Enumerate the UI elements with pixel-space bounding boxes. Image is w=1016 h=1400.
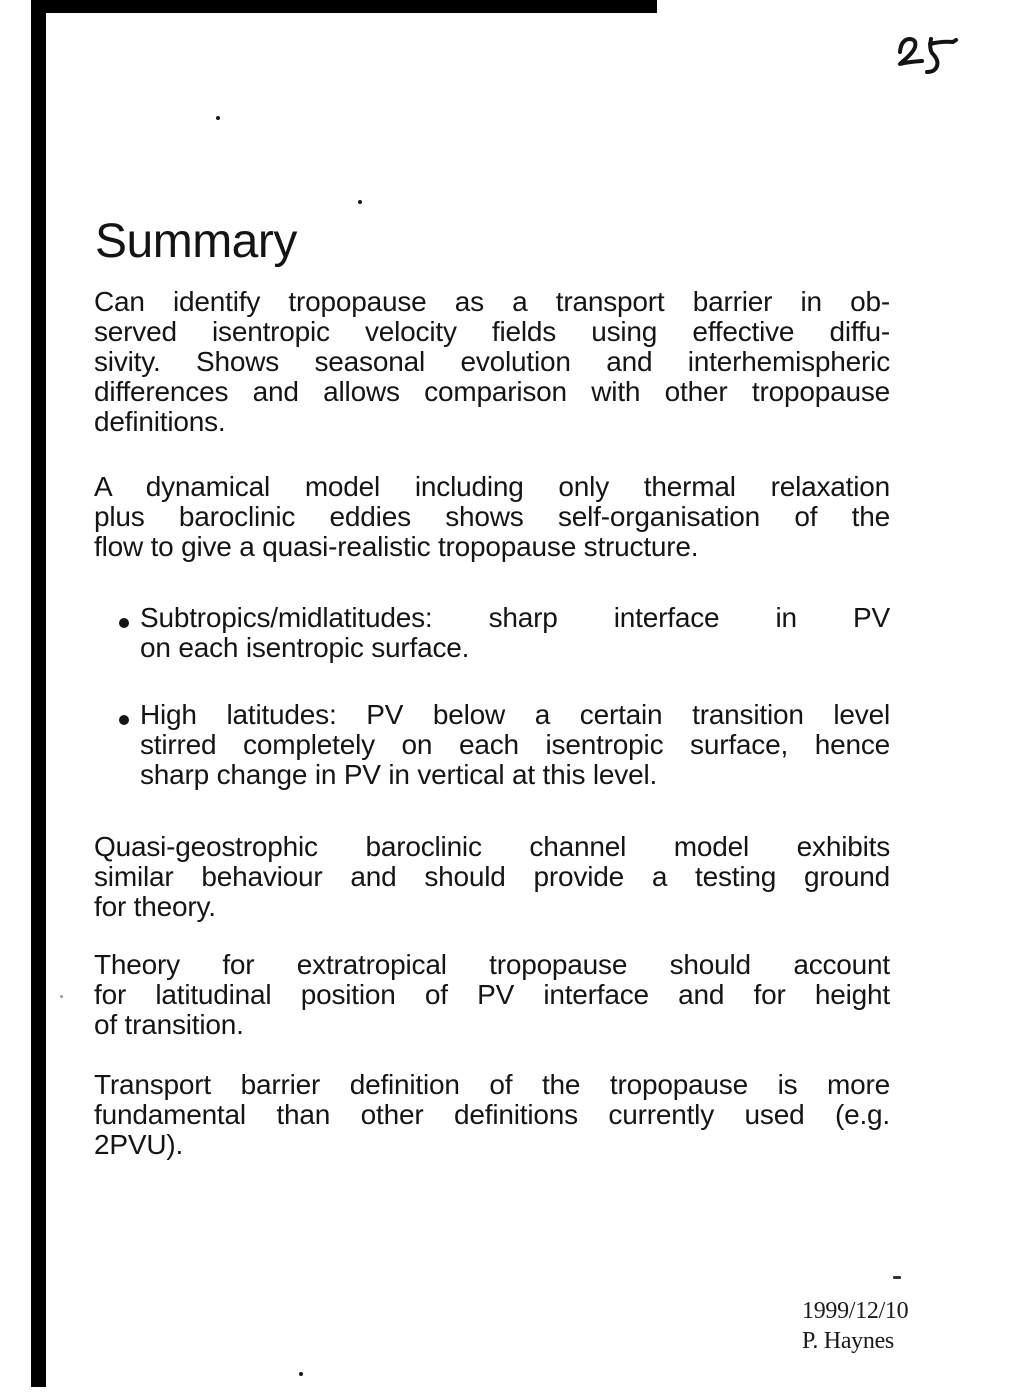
- scan-speck: [216, 116, 220, 120]
- text-line: sharp change in PV in vertical at this level.: [140, 759, 658, 790]
- scan-artifact-top-bar: [31, 0, 657, 13]
- text-line: plus baroclinic eddies shows self-organisation of the: [94, 501, 890, 532]
- text-line: Can identify tropopause as a transport barrier in ob-: [94, 286, 890, 317]
- handwritten-25-strokes: [860, 20, 1000, 120]
- text-line: Quasi-geostrophic baroclinic channel model exhibits: [94, 831, 890, 862]
- paragraph-5: [94, 1070, 890, 1160]
- text-line: served isentropic velocity fields using effective diffu-: [94, 316, 890, 347]
- bullet-text: [140, 700, 890, 790]
- bullet-item-2: [119, 700, 890, 790]
- handwritten-page-number: [860, 20, 1000, 120]
- text-line: sivity. Shows seasonal evolution and interhemispheric: [94, 346, 890, 377]
- bullet-item-1: [119, 603, 890, 663]
- text-line: fundamental than other definitions currently used (e.g.: [94, 1099, 890, 1130]
- scan-speck: [358, 200, 362, 204]
- footer-date: 1999/12/10: [802, 1298, 909, 1324]
- text-line: Subtropics/midlatitudes: sharp interface in PV: [140, 602, 890, 633]
- text-line: 2PVU).: [94, 1129, 184, 1160]
- bullet-icon: [119, 715, 129, 725]
- text-line: on each isentropic surface.: [140, 632, 470, 663]
- text-line: stirred completely on each isentropic surface, hence: [140, 729, 890, 760]
- page-number-text: [1000, 20, 1001, 21]
- text-line: for latitudinal position of PV interface and for height: [94, 979, 890, 1010]
- scan-speck-dash: [893, 1276, 901, 1279]
- paragraph-1: [94, 287, 890, 437]
- scan-artifact-left-bar: [31, 0, 46, 1387]
- text-line: for theory.: [94, 891, 216, 922]
- scan-speck: [60, 995, 63, 998]
- footer-author: P. Haynes: [802, 1328, 894, 1354]
- text-line: definitions.: [94, 406, 226, 437]
- paragraph-4: [94, 950, 890, 1040]
- text-line: flow to give a quasi-realistic tropopause structure.: [94, 531, 699, 562]
- text-line: Theory for extratropical tropopause should account: [94, 949, 890, 980]
- bullet-text: [140, 603, 890, 663]
- text-line: of transition.: [94, 1009, 244, 1040]
- text-line: differences and allows comparison with other tropopause: [94, 376, 890, 407]
- text-line: Transport barrier definition of the tropopause is more: [94, 1069, 890, 1100]
- footer: [802, 1296, 908, 1356]
- bullet-icon: [119, 618, 129, 628]
- paragraph-3: [94, 832, 890, 922]
- paragraph-2: [94, 472, 890, 562]
- scan-speck: [299, 1372, 303, 1376]
- page-title: Summary: [95, 215, 297, 268]
- text-line: similar behaviour and should provide a testing ground: [94, 861, 890, 892]
- text-line: High latitudes: PV below a certain transition level: [140, 699, 890, 730]
- text-line: A dynamical model including only thermal relaxation: [94, 471, 890, 502]
